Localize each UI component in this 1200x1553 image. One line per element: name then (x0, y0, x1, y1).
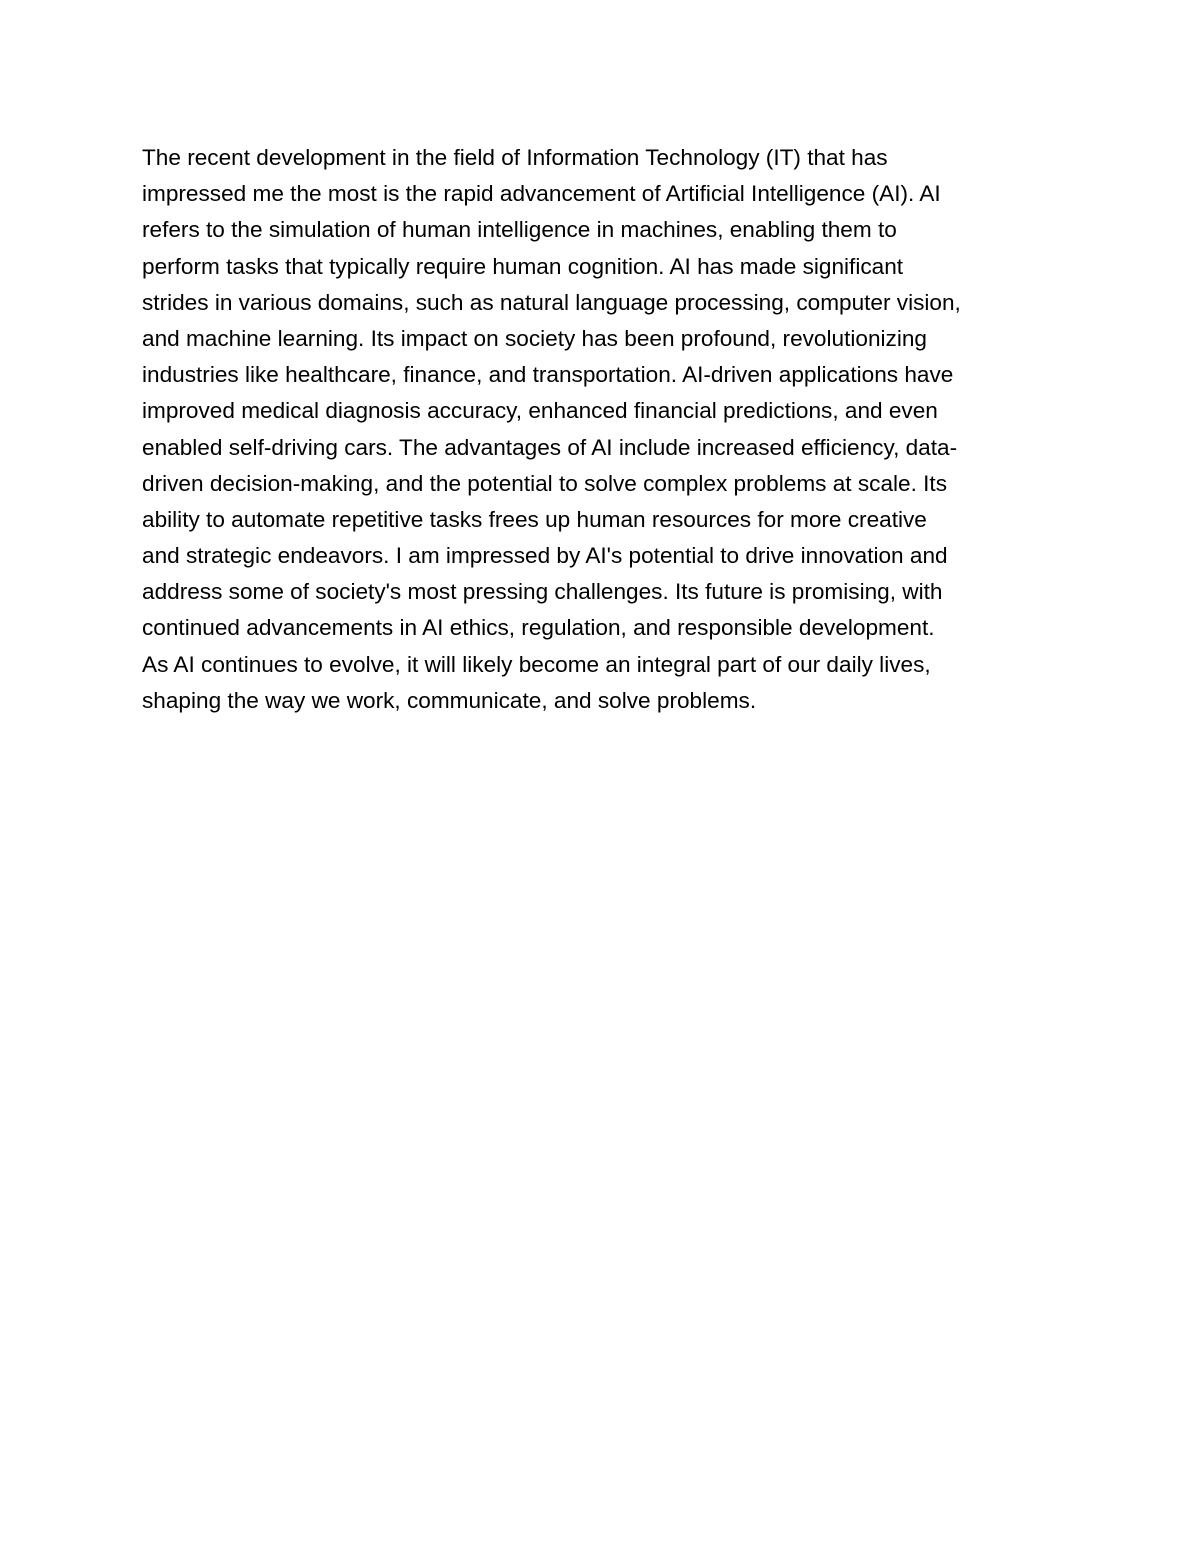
paragraph-line: impressed me the most is the rapid advancement of Artificial Intelligence (AI). AI (142, 181, 941, 207)
paragraph-line: industries like healthcare, finance, and transportation. AI-driven applications have (142, 362, 954, 388)
paragraph-line: and machine learning. Its impact on society has been profound, revolutionizing (142, 325, 927, 351)
paragraph-line: and strategic endeavors. I am impressed by AI's potential to drive innovation and (142, 543, 948, 569)
paragraph-line: ability to automate repetitive tasks frees up human resources for more creative (142, 506, 927, 532)
paragraph-line: perform tasks that typically require human cognition. AI has made significant (142, 253, 904, 279)
paragraph-line: address some of society's most pressing challenges. Its future is promising, with (142, 579, 943, 605)
paragraph-line: continued advancements in AI ethics, regulation, and responsible development. (142, 615, 935, 641)
paragraph-line: refers to the simulation of human intelligence in machines, enabling them to (142, 217, 897, 243)
paragraph-line: driven decision-making, and the potential to solve complex problems at scale. Its (142, 470, 948, 496)
paragraph-line: The recent development in the field of Information Technology (IT) that has (142, 145, 888, 170)
paragraph-line: shaping the way we work, communicate, and solve problems. (142, 687, 757, 713)
body-paragraph (142, 140, 1072, 719)
paragraph-line: enabled self-driving cars. The advantages of AI include increased efficiency, data- (142, 434, 958, 460)
paragraph-line: As AI continues to evolve, it will likely become an integral part of our daily lives, (142, 651, 931, 677)
paragraph-line: improved medical diagnosis accuracy, enhanced financial predictions, and even (142, 398, 938, 424)
paragraph-line: strides in various domains, such as natural language processing, computer vision, (142, 289, 961, 315)
